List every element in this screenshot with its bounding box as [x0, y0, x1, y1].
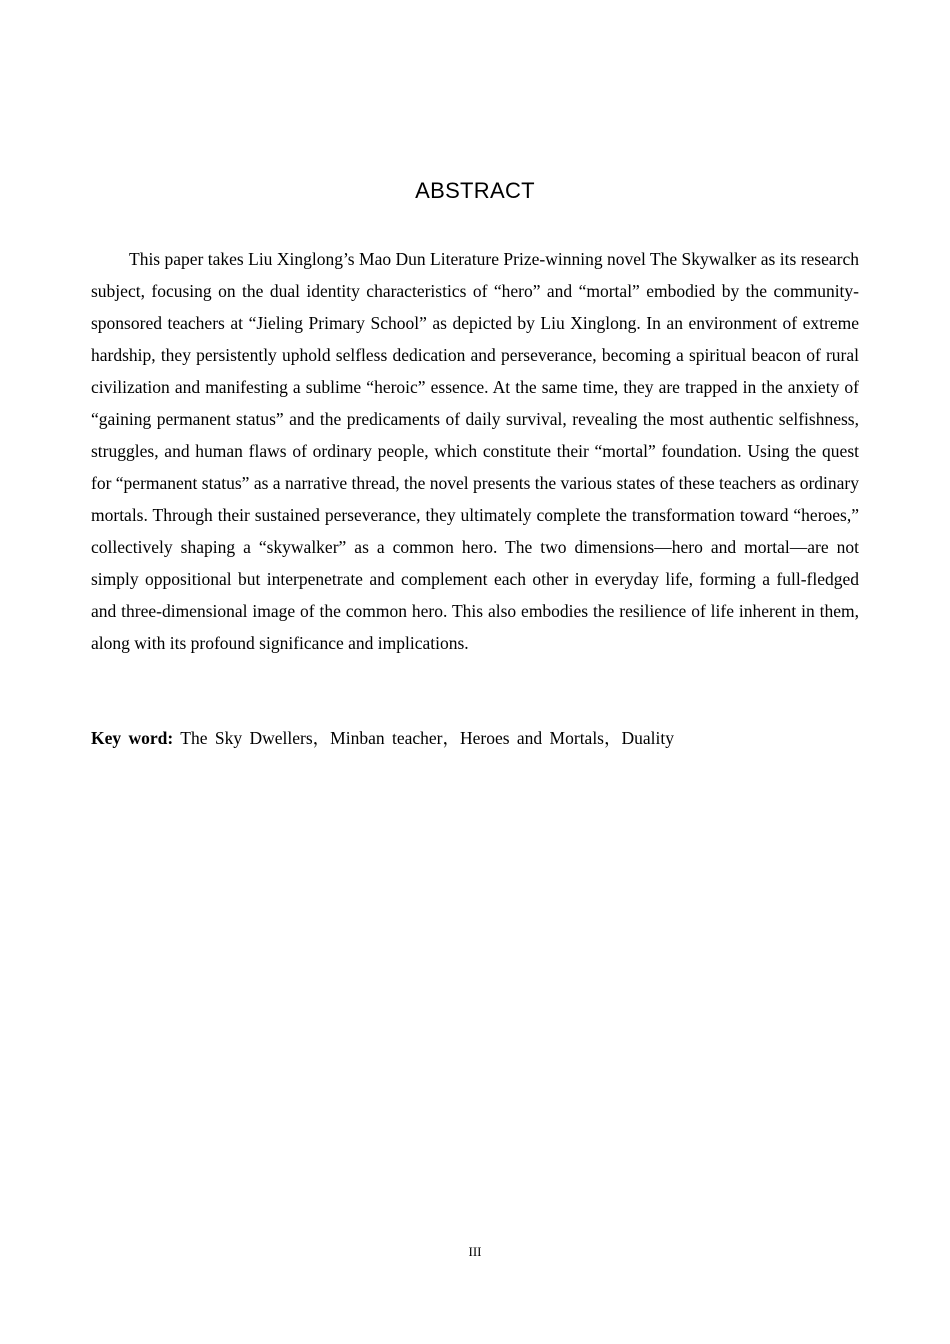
keywords-text: The Sky Dwellers，Minban teacher，Heroes and Mortals，Duality — [173, 728, 674, 748]
keywords-label: Key word: — [91, 728, 174, 748]
page-number: III — [468, 1244, 482, 1259]
keywords-line — [91, 722, 859, 754]
abstract-body: This paper takes Liu Xinglong’s Mao Dun Literature Prize-winning novel The Skywalker as its research subject, focusing on the dual identity characteristics of “hero” and “mortal” embodied by the community-sponsored teachers at “Jieling Primary School” as depicted by Liu Xinglong. In an environment of extreme hardship, they persistently uphold selfless dedication and perseverance, becoming a spiritual beacon of rural civilization and manifesting a sublime “heroic” essence. At the same time, they are trapped in the anxiety of “gaining permanent status” and the predicaments of daily survival, revealing the most authentic selfishness, struggles, and human flaws of ordinary people, which constitute their “mortal” foundation. Using the quest for “permanent status” as a narrative thread, the novel presents the various states of these teachers as ordinary mortals. Through their sustained perseverance, they ultimately complete the transformation toward “heroes,” collectively shaping a “skywalker” as a common hero. The two dimensions—hero and mortal—are not simply oppositional but interpenetrate and complement each other in everyday life, forming a full-fledged and three-dimensional image of the common hero. This also embodies the resilience of life inherent in them, along with its profound significance and implications. — [91, 249, 859, 653]
abstract-title: ABSTRACT — [415, 178, 535, 203]
